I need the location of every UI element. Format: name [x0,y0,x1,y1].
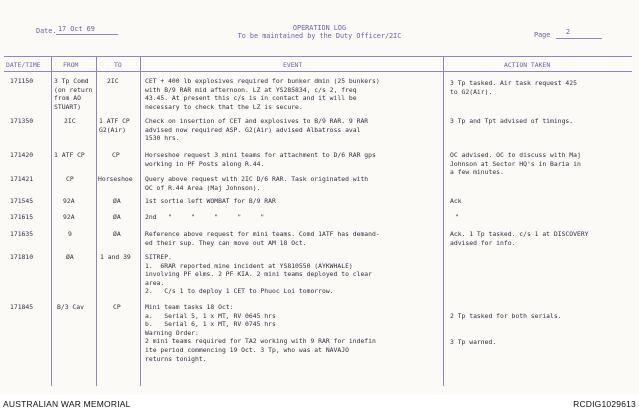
row-event: Query above request with 2IC D/6 RAR. Task originated with OC of R.44 Area (Maj Johnson). [145,175,369,192]
row-from: ØA [66,253,74,261]
col-sep-2 [96,56,97,386]
col-header-event: EVENT [283,61,303,69]
row-event: 2nd " " " " " [145,213,265,221]
col-header-to: TO [114,61,122,69]
row-time: 171615 [10,213,34,221]
row-event: Reference above request for mini teams. Comd 1ATF has demand- ed their sup. They can move out AM 18 Oct. [145,230,380,247]
row-time: 171350 [10,117,34,125]
row-to: 1 and 39 [100,253,131,261]
row-to: CP [112,151,120,159]
row-action: " [455,213,459,221]
row-to: ØA [113,197,121,205]
row-action: 2 Tp tasked for both serials. 3 Tp warned. [450,312,562,346]
col-header-from: FROM [63,61,79,69]
row-time: 171545 [10,197,34,205]
log-subtitle: To be maintained by the Duty Officer/2IC [237,32,402,40]
col-sep-4 [443,56,444,386]
row-to: 2IC [107,77,119,85]
footer-record-id: RCDIG1029613 [573,399,636,409]
row-from: 3 Tp Comd (on return from AO STUART) [54,77,93,111]
row-time: 171635 [10,230,34,238]
row-action: Ack. 1 Tp tasked. c/s 1 at DISCOVERY advised for info. [450,230,589,247]
page-label: Page [534,31,551,39]
row-to: 1 ATF CP G2(Air) [99,117,130,134]
row-event: Check on insertion of CET and explosives to B/9 RAR. 9 RAR advised now required ASP. G2(Air) advised Albatross aval 1530 hrs. [145,117,369,143]
row-action: 3 Tp and Tpt advised of timings. [450,117,574,125]
row-time: 171150 [10,77,34,85]
log-title: OPERATION LOG [292,24,347,32]
row-event: CET + 400 lb explosives required for bunker dmin (25 bunkers) with B/9 RAR mid afternoon. LZ at YS285834, c/s 2, freq 43.45. At present this c/s is in contact and it will be necessary to check that the LZ is secure. [145,77,380,111]
col-header-datetime: DATE/TIME [6,61,41,69]
row-event: SITREP. 1. 6RAR reported mine incident at YS810550 (AYKWHALE) involving PF elms. 2 PF KIA. 2 mini teams deployed to clear area. 2. C/s 1 to deploy 1 CET to Phuoc Loi tomorrow. [145,253,373,296]
col-header-action: ACTION TAKEN [504,61,551,69]
row-action: Ack [450,197,462,205]
row-time: 171810 [10,253,34,261]
row-from: B/3 Cav [57,303,84,311]
table-top-rule [4,56,632,57]
row-to: ØA [113,230,121,238]
page-value: 2 [566,28,571,36]
date-value: 17 Oct 69 [58,25,95,33]
row-to: ØA [113,213,121,221]
row-event: Horseshoe request 3 mini teams for attachment to D/6 RAR gps working in PF Posts along R.44. [145,151,376,168]
page-underline [556,38,602,39]
footer-source: AUSTRALIAN WAR MEMORIAL [3,399,131,409]
col-sep-3 [140,56,141,386]
row-action: 3 Tp tasked. Air task request 425 to G2(Air). [450,79,577,96]
col-sep-1 [51,56,52,386]
row-time: 171845 [10,303,34,311]
row-from: 2IC [64,117,76,125]
row-time: 171420 [10,151,34,159]
row-from: 9 [68,230,72,238]
row-event: 1st sortie left WOMBAT for B/9 RAR [145,197,276,205]
row-from: CP [66,175,74,183]
row-event: Mini team tasks 18 Oct: a. Serial 5, 1 x MT, RV 0645 hrs b. Serial 6, 1 x MT, RV 0745 hrs Warning Order: 2 mini teams required for TA2 working with 9 RAR for indefin ite period commencing 19 Oct. 3 Tp, who was at NAVAJO returns tonight. [145,303,376,363]
date-label: Date. [36,27,57,35]
row-from: 92A [63,213,75,221]
row-from: 92A [63,197,75,205]
row-from: 1 ATF CP [54,151,85,159]
row-time: 171421 [10,175,34,183]
row-to: Horseshoe [98,175,133,183]
row-action: OC advised. OC to discuss with Maj Johnson at Sector HQ's in Baria in a few minutes. [450,151,581,177]
table-header-rule [4,71,632,72]
row-to: CP [113,303,121,311]
